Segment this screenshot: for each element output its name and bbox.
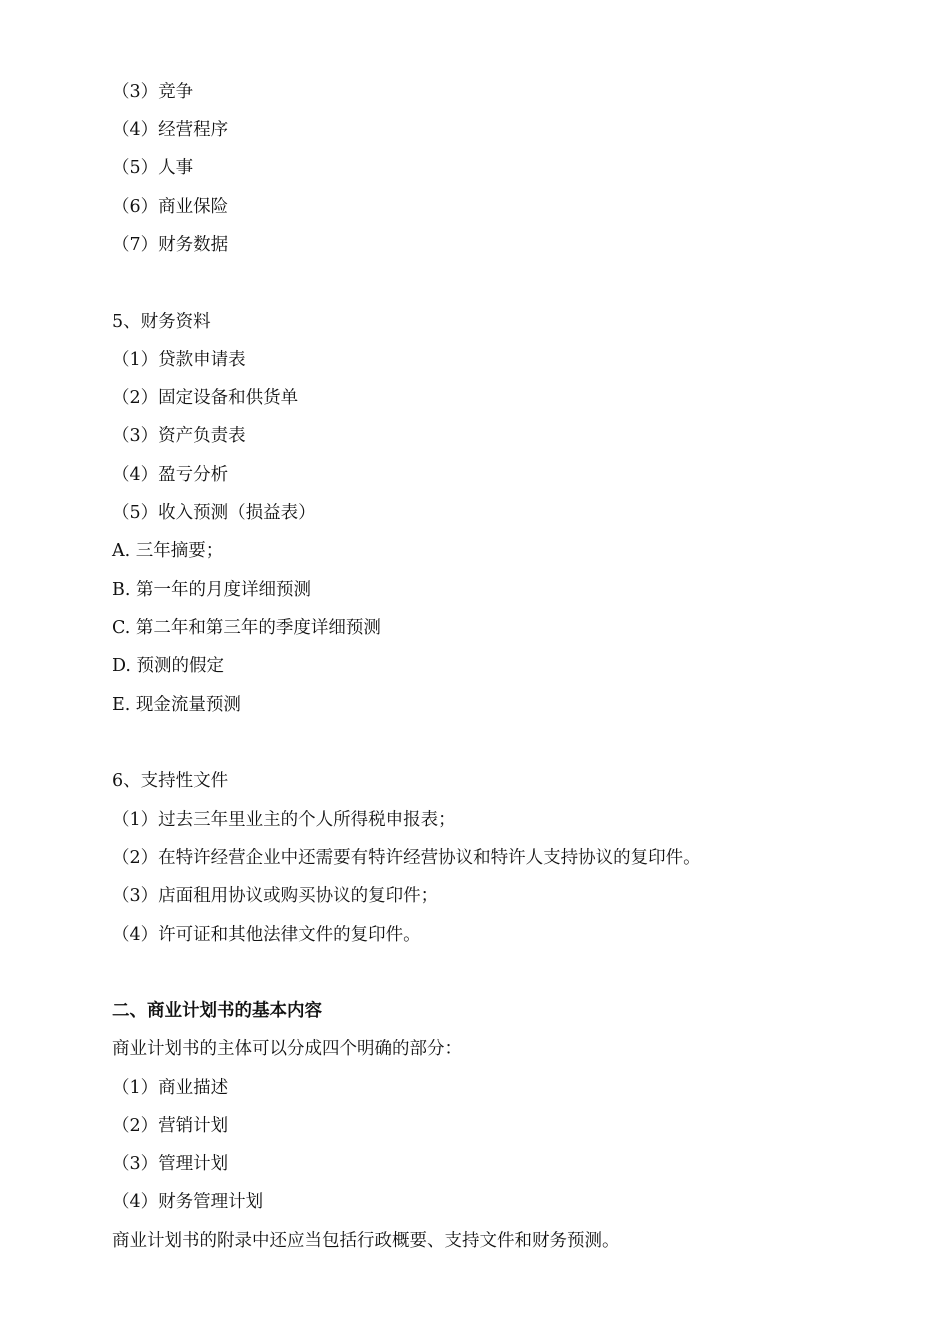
list-item: （1）过去三年里业主的个人所得税申报表； <box>112 810 456 830</box>
list-item: （2）营销计划 <box>112 1116 229 1136</box>
list-item: （7）财务数据 <box>112 235 229 255</box>
sub-list-item: A. 三年摘要； <box>112 541 224 561</box>
list-item: （3）管理计划 <box>112 1154 229 1174</box>
list-item: （4）经营程序 <box>112 120 229 140</box>
list-item: （6）商业保险 <box>112 197 229 217</box>
list-item: （5）收入预测（损益表） <box>112 503 316 523</box>
sub-list-item: C. 第二年和第三年的季度详细预测 <box>112 618 381 638</box>
part-heading: 二、商业计划书的基本内容 <box>112 1001 322 1021</box>
list-item: （1）商业描述 <box>112 1078 229 1098</box>
list-item: （5）人事 <box>112 158 194 178</box>
list-item: （3）资产负责表 <box>112 426 246 446</box>
list-item: （4）许可证和其他法律文件的复印件。 <box>112 925 421 945</box>
list-item: （2）固定设备和供货单 <box>112 388 299 408</box>
paragraph: 商业计划书的主体可以分成四个明确的部分： <box>112 1039 462 1059</box>
list-item: （1）贷款申请表 <box>112 350 246 370</box>
sub-list-item: E. 现金流量预测 <box>112 695 241 715</box>
list-item: （3）竞争 <box>112 82 194 102</box>
list-item: （2）在特许经营企业中还需要有特许经营协议和特许人支持协议的复印件。 <box>112 848 701 868</box>
list-item: （4）财务管理计划 <box>112 1192 264 1212</box>
list-item: （3）店面租用协议或购买协议的复印件； <box>112 886 439 906</box>
sub-list-item: D. 预测的假定 <box>112 656 225 676</box>
section-title: 6、支持性文件 <box>112 771 229 791</box>
list-item: （4）盈亏分析 <box>112 465 229 485</box>
paragraph: 商业计划书的附录中还应当包括行政概要、支持文件和财务预测。 <box>112 1231 620 1251</box>
section-title: 5、财务资料 <box>112 312 211 332</box>
sub-list-item: B. 第一年的月度详细预测 <box>112 580 311 600</box>
